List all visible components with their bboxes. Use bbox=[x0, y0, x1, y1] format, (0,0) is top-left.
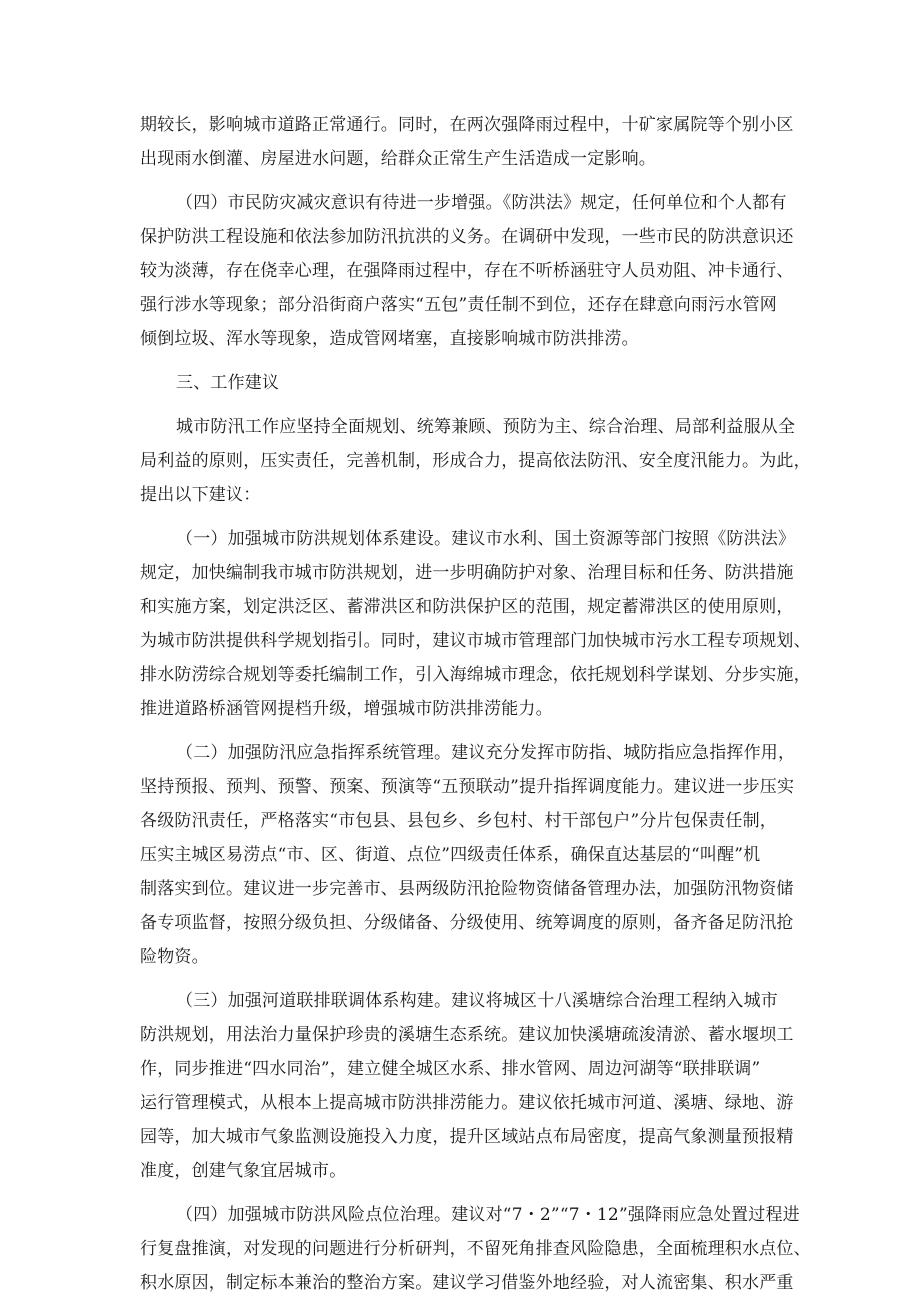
text-line: 险物资。 bbox=[140, 947, 209, 967]
text-line: 作，同步推进“四水同治”，建立健全城区水系、排水管网、周边河湖等“联排联调” bbox=[140, 1059, 761, 1079]
paragraph-principles bbox=[140, 410, 811, 512]
text-line: 行复盘推演，对发现的问题进行分析研判，不留死角排查风险隐患，全面梳理积水点位、 bbox=[140, 1239, 811, 1259]
text-line: 保护防洪工程设施和依法参加防汛抗洪的义务。在调研中发现，一些市民的防洪意识还 bbox=[140, 227, 794, 247]
text-line: 运行管理模式，从根本上提高城市防洪排涝能力。建议依托城市河道、溪塘、绿地、游 bbox=[140, 1093, 794, 1113]
text-line: 坚持预报、预判、预警、预案、预演等“五预联动”提升指挥调度能力。建议进一步压实 bbox=[140, 777, 795, 797]
text-line: （四）加强城市防洪风险点位治理。建议对“7・2”“7・12”强降雨应急处置过程进 bbox=[176, 1205, 800, 1225]
section-title: 三、工作建议 bbox=[176, 373, 280, 393]
section-heading bbox=[140, 366, 800, 400]
text-line: 制落实到位。建议进一步完善市、县两级防汛抢险物资储备管理办法，加强防汛物资储 bbox=[140, 879, 794, 899]
text-line: （二）加强防汛应急指挥系统管理。建议充分发挥市防指、城防指应急指挥作用， bbox=[176, 743, 796, 763]
text-line: 规定，加快编制我市城市防洪规划，进一步明确防护对象、治理目标和任务、防洪措施 bbox=[140, 563, 794, 583]
text-line: 期较长，影响城市道路正常通行。同时，在两次强降雨过程中，十矿家属院等个别小区 bbox=[140, 115, 794, 135]
text-line: 强行涉水等现象；部分沿街商户落实“五包”责任制不到位，还存在肆意向雨污水管网 bbox=[140, 295, 777, 315]
text-line: 备专项监督，按照分级负担、分级储备、分级使用、统筹调度的原则，备齐备足防汛抢 bbox=[140, 913, 794, 933]
text-line: 积水原因，制定标本兼治的整治方案。建议学习借鉴外地经验，对人流密集、积水严重 bbox=[140, 1273, 794, 1293]
text-line: 出现雨水倒灌、房屋进水问题，给群众正常生产生活造成一定影响。 bbox=[140, 149, 656, 169]
text-line: 推进道路桥涵管网提档升级，增强城市防洪排涝能力。 bbox=[140, 699, 553, 719]
text-line: 较为淡薄，存在侥幸心理，在强降雨过程中，存在不听桥涵驻守人员劝阻、冲卡通行、 bbox=[140, 261, 794, 281]
document-page bbox=[140, 108, 811, 1300]
text-line: 园等，加大城市气象监测设施投入力度，提升区域站点布局密度，提高气象测量预报精 bbox=[140, 1127, 794, 1147]
paragraph-intro-end bbox=[140, 108, 800, 176]
paragraph-command bbox=[140, 736, 800, 974]
paragraph-awareness bbox=[140, 186, 800, 356]
text-line: 局利益的原则，压实责任，完善机制，形成合力，提高依法防汛、安全度汛能力。为此， bbox=[140, 451, 811, 471]
text-line: 压实主城区易涝点“市、区、街道、点位”四级责任体系，确保直达基层的“叫醒”机 bbox=[140, 845, 761, 865]
text-line: （四）市民防灾减灾意识有待进一步增强。《防洪法》规定，任何单位和个人都有 bbox=[176, 193, 787, 213]
paragraph-planning bbox=[140, 522, 811, 726]
paragraph-rivers bbox=[140, 984, 800, 1188]
text-line: 提出以下建议： bbox=[140, 485, 261, 505]
paragraph-risk bbox=[140, 1198, 811, 1300]
text-line: 排水防涝综合规划等委托编制工作，引入海绵城市理念，依托规划科学谋划、分步实施， bbox=[140, 665, 811, 685]
text-line: 防洪规划，用法治力量保护珍贵的溪塘生态系统。建议加快溪塘疏浚清淤、蓄水堰坝工 bbox=[140, 1025, 794, 1045]
text-line: 准度，创建气象宜居城市。 bbox=[140, 1161, 347, 1181]
text-line: 倾倒垃圾、浑水等现象，造成管网堵塞，直接影响城市防洪排涝。 bbox=[140, 329, 639, 349]
text-line: （一）加强城市防洪规划体系建设。建议市水利、国土资源等部门按照《防洪法》 bbox=[176, 529, 796, 549]
text-line: 为城市防洪提供科学规划指引。同时，建议市城市管理部门加快城市污水工程专项规划、 bbox=[140, 631, 811, 651]
text-line: 各级防汛责任，严格落实“市包县、县包乡、乡包村、村干部包户”分片包保责任制， bbox=[140, 811, 777, 831]
text-line: 和实施方案，划定洪泛区、蓄滞洪区和防洪保护区的范围，规定蓄滞洪区的使用原则， bbox=[140, 597, 794, 617]
text-line: 城市防汛工作应坚持全面规划、统筹兼顾、预防为主、综合治理、局部利益服从全 bbox=[176, 417, 796, 437]
text-line: （三）加强河道联排联调体系构建。建议将城区十八溪塘综合治理工程纳入城市 bbox=[176, 991, 778, 1011]
